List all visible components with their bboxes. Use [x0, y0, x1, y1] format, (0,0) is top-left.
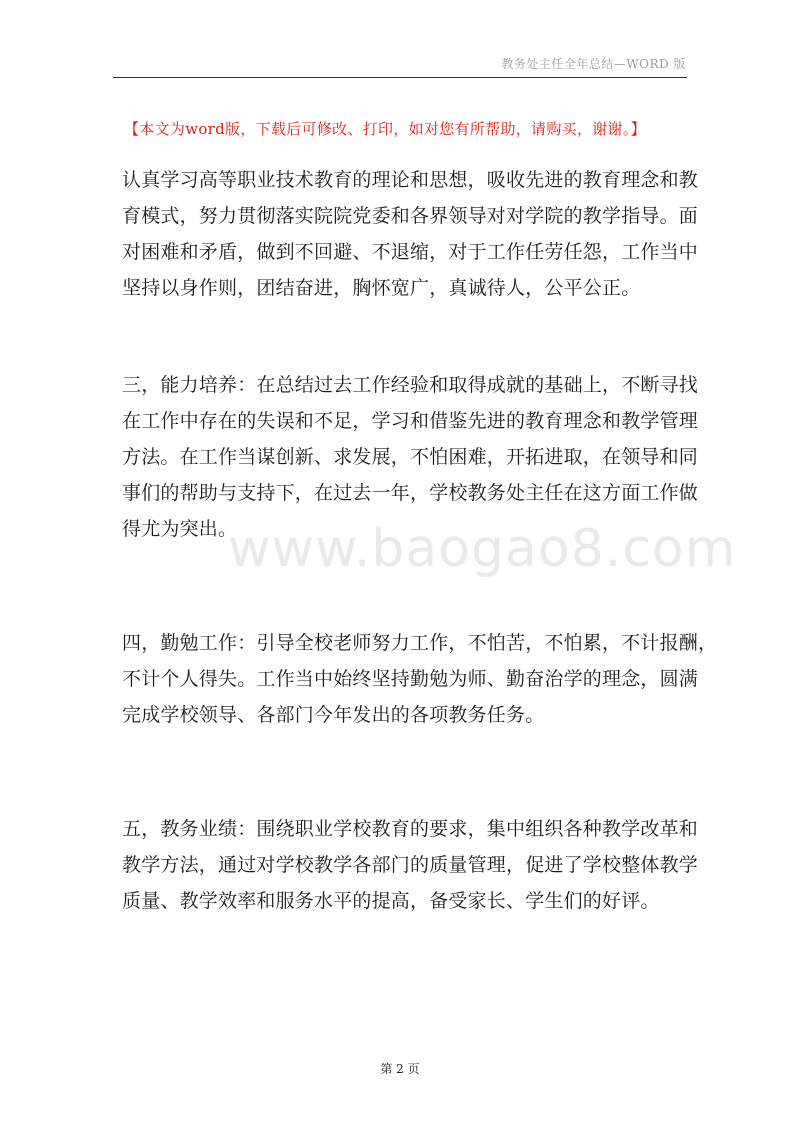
header-rule — [113, 77, 687, 78]
paragraph-line: 不计个人得失。工作当中始终坚持勤勉为师、勤奋治学的理念，圆满 — [122, 668, 699, 690]
paragraph-line: 四，勤勉工作：引导全校老师努力工作，不怕苦，不怕累，不计报酬， — [122, 632, 718, 654]
paragraph-line: 认真学习高等职业技术教育的理论和思想，吸收先进的教育理念和教 — [122, 169, 699, 191]
purchase-notice: 【本文为word版，下载后可修改、打印，如对您有所帮助，请购买，谢谢。】 — [124, 120, 646, 138]
paragraph-line: 育模式，努力贯彻落实院院党委和各界领导对对学院的教学指导。面 — [122, 205, 699, 227]
page-number: 第 2 页 — [380, 1062, 420, 1076]
paragraph-line: 五，教务业绩：围绕职业学校教育的要求，集中组织各种教学改革和 — [122, 818, 699, 840]
paragraph-line: 对困难和矛盾，做到不回避、不退缩，对于工作任劳任怨，工作当中 — [122, 241, 699, 263]
paragraph-line: 教学方法，通过对学校教学各部门的质量管理，促进了学校整体教学 — [122, 854, 699, 876]
paragraph-academic-performance — [122, 811, 699, 919]
paragraph-line: 质量、教学效率和服务水平的提高，备受家长、学生们的好评。 — [122, 890, 660, 912]
paragraph-line: 事们的帮助与支持下，在过去一年，学校教务处主任在这方面工作做 — [122, 482, 699, 504]
paragraph-line: 三，能力培养：在总结过去工作经验和取得成就的基础上，不断寻找 — [122, 374, 699, 396]
paragraph-diligent-work — [122, 625, 718, 733]
paragraph-line: 在工作中存在的失误和不足，学习和借鉴先进的教育理念和教学管理 — [122, 410, 699, 432]
paragraph-line: 得尤为突出。 — [122, 518, 238, 540]
paragraph-line: 完成学校领导、各部门今年发出的各项教务任务。 — [122, 704, 545, 726]
watermark: www.baogao8.com — [228, 519, 737, 579]
paragraph-line: 坚持以身作则，团结奋进，胸怀宽广，真诚待人，公平公正。 — [122, 277, 641, 299]
paragraph-1 — [122, 162, 699, 306]
header-title: 教务处主任全年总结—WORD 版 — [501, 57, 686, 71]
paragraph-line: 方法。在工作当谋创新、求发展，不怕困难，开拓进取，在领导和同 — [122, 446, 699, 468]
